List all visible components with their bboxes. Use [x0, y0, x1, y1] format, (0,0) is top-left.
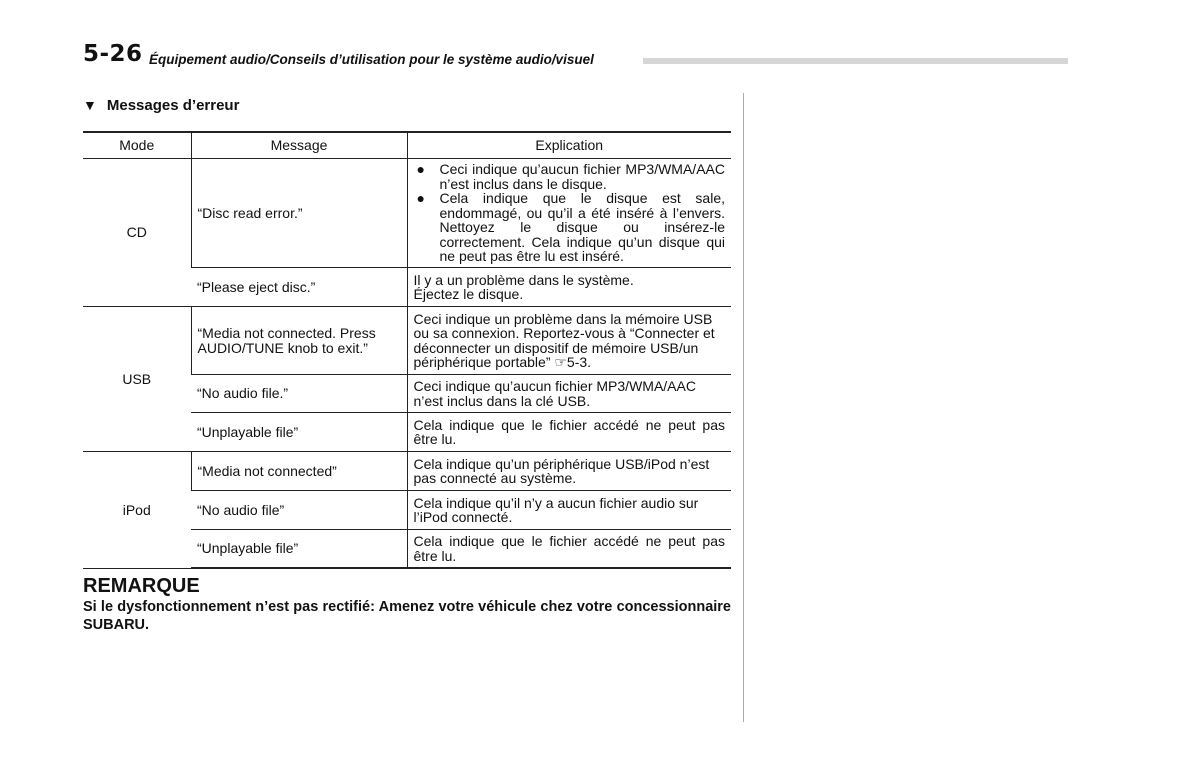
header-title: Équipement audio/Conseils d’utilisation pour le système audio/visuel — [149, 52, 594, 67]
explanation-cell: Ceci indique un problème dans la mémoire USB ou sa connexion. Reportez-vous à “Connecter et déconnecter un dispositif de mémoire USB/un périphérique portable” ☞5-3. — [407, 307, 731, 375]
list-item — [414, 162, 726, 191]
remark-text: Si le dysfonctionnement n’est pas rectifié: Amenez votre véhicule chez votre concessionnaire SUBARU. — [83, 599, 731, 633]
section-heading — [83, 97, 239, 114]
section-title: Messages d’erreur — [106, 97, 240, 114]
message-cell: “Media not connected. Press AUDIO/TUNE knob to exit.” — [191, 307, 407, 375]
explanation-cell: Cela indique qu’un périphérique USB/iPod n’est pas connecté au système. — [407, 452, 731, 491]
explanation-list — [414, 162, 726, 264]
explanation-cell: Cela indique que le fichier accédé ne peut pas être lu. — [407, 530, 731, 569]
table-header-row — [83, 132, 731, 159]
column-header-message: Message — [191, 132, 407, 159]
column-header-mode: Mode — [83, 132, 191, 159]
mode-cell-ipod: iPod — [83, 452, 191, 569]
explanation-cell — [407, 268, 731, 307]
explanation-text: Cela indique que le disque est sale, endommagé, ou qu’il a été inséré à l’envers. Nettoyez le disque ou insérez-le correctement. Cela indique qu’un disque qui ne peut pas être lu est inséré. — [439, 190, 725, 265]
bullet-icon: ● — [416, 190, 425, 207]
explanation-line: Il y a un problème dans le système. — [413, 271, 634, 288]
page-number: 5-26 — [83, 41, 143, 67]
column-divider — [743, 93, 744, 722]
table-row — [83, 452, 731, 491]
explanation-cell — [407, 159, 731, 268]
table-row — [83, 307, 731, 375]
message-cell: “No audio file” — [191, 491, 407, 530]
message-cell: “Disc read error.” — [191, 159, 407, 268]
message-cell: “Please eject disc.” — [191, 268, 407, 307]
page-header — [83, 38, 1068, 68]
table-row — [83, 159, 731, 268]
header-rule — [643, 58, 1068, 64]
remark-title: REMARQUE — [83, 575, 200, 597]
error-messages-table — [83, 131, 731, 569]
explanation-line: Éjectez le disque. — [413, 286, 524, 302]
message-cell: “Unplayable file” — [191, 413, 407, 452]
explanation-cell: Cela indique que le fichier accédé ne peut pas être lu. — [407, 413, 731, 452]
column-header-explanation: Explication — [407, 132, 731, 159]
explanation-cell: Cela indique qu’il n’y a aucun fichier audio sur l’iPod connecté. — [407, 491, 731, 530]
list-item — [414, 191, 726, 264]
mode-cell-cd: CD — [83, 159, 191, 307]
explanation-text: Ceci indique qu’aucun fichier MP3/WMA/AAC n’est inclus dans le disque. — [439, 161, 725, 192]
explanation-cell: Ceci indique qu’aucun fichier MP3/WMA/AAC n’est inclus dans la clé USB. — [407, 375, 731, 413]
triangle-marker-icon: ▼ — [83, 97, 97, 113]
message-cell: “No audio file.” — [191, 375, 407, 413]
message-cell: “Media not connected” — [191, 452, 407, 491]
bullet-icon: ● — [416, 161, 425, 178]
mode-cell-usb: USB — [83, 307, 191, 452]
message-cell: “Unplayable file” — [191, 530, 407, 569]
